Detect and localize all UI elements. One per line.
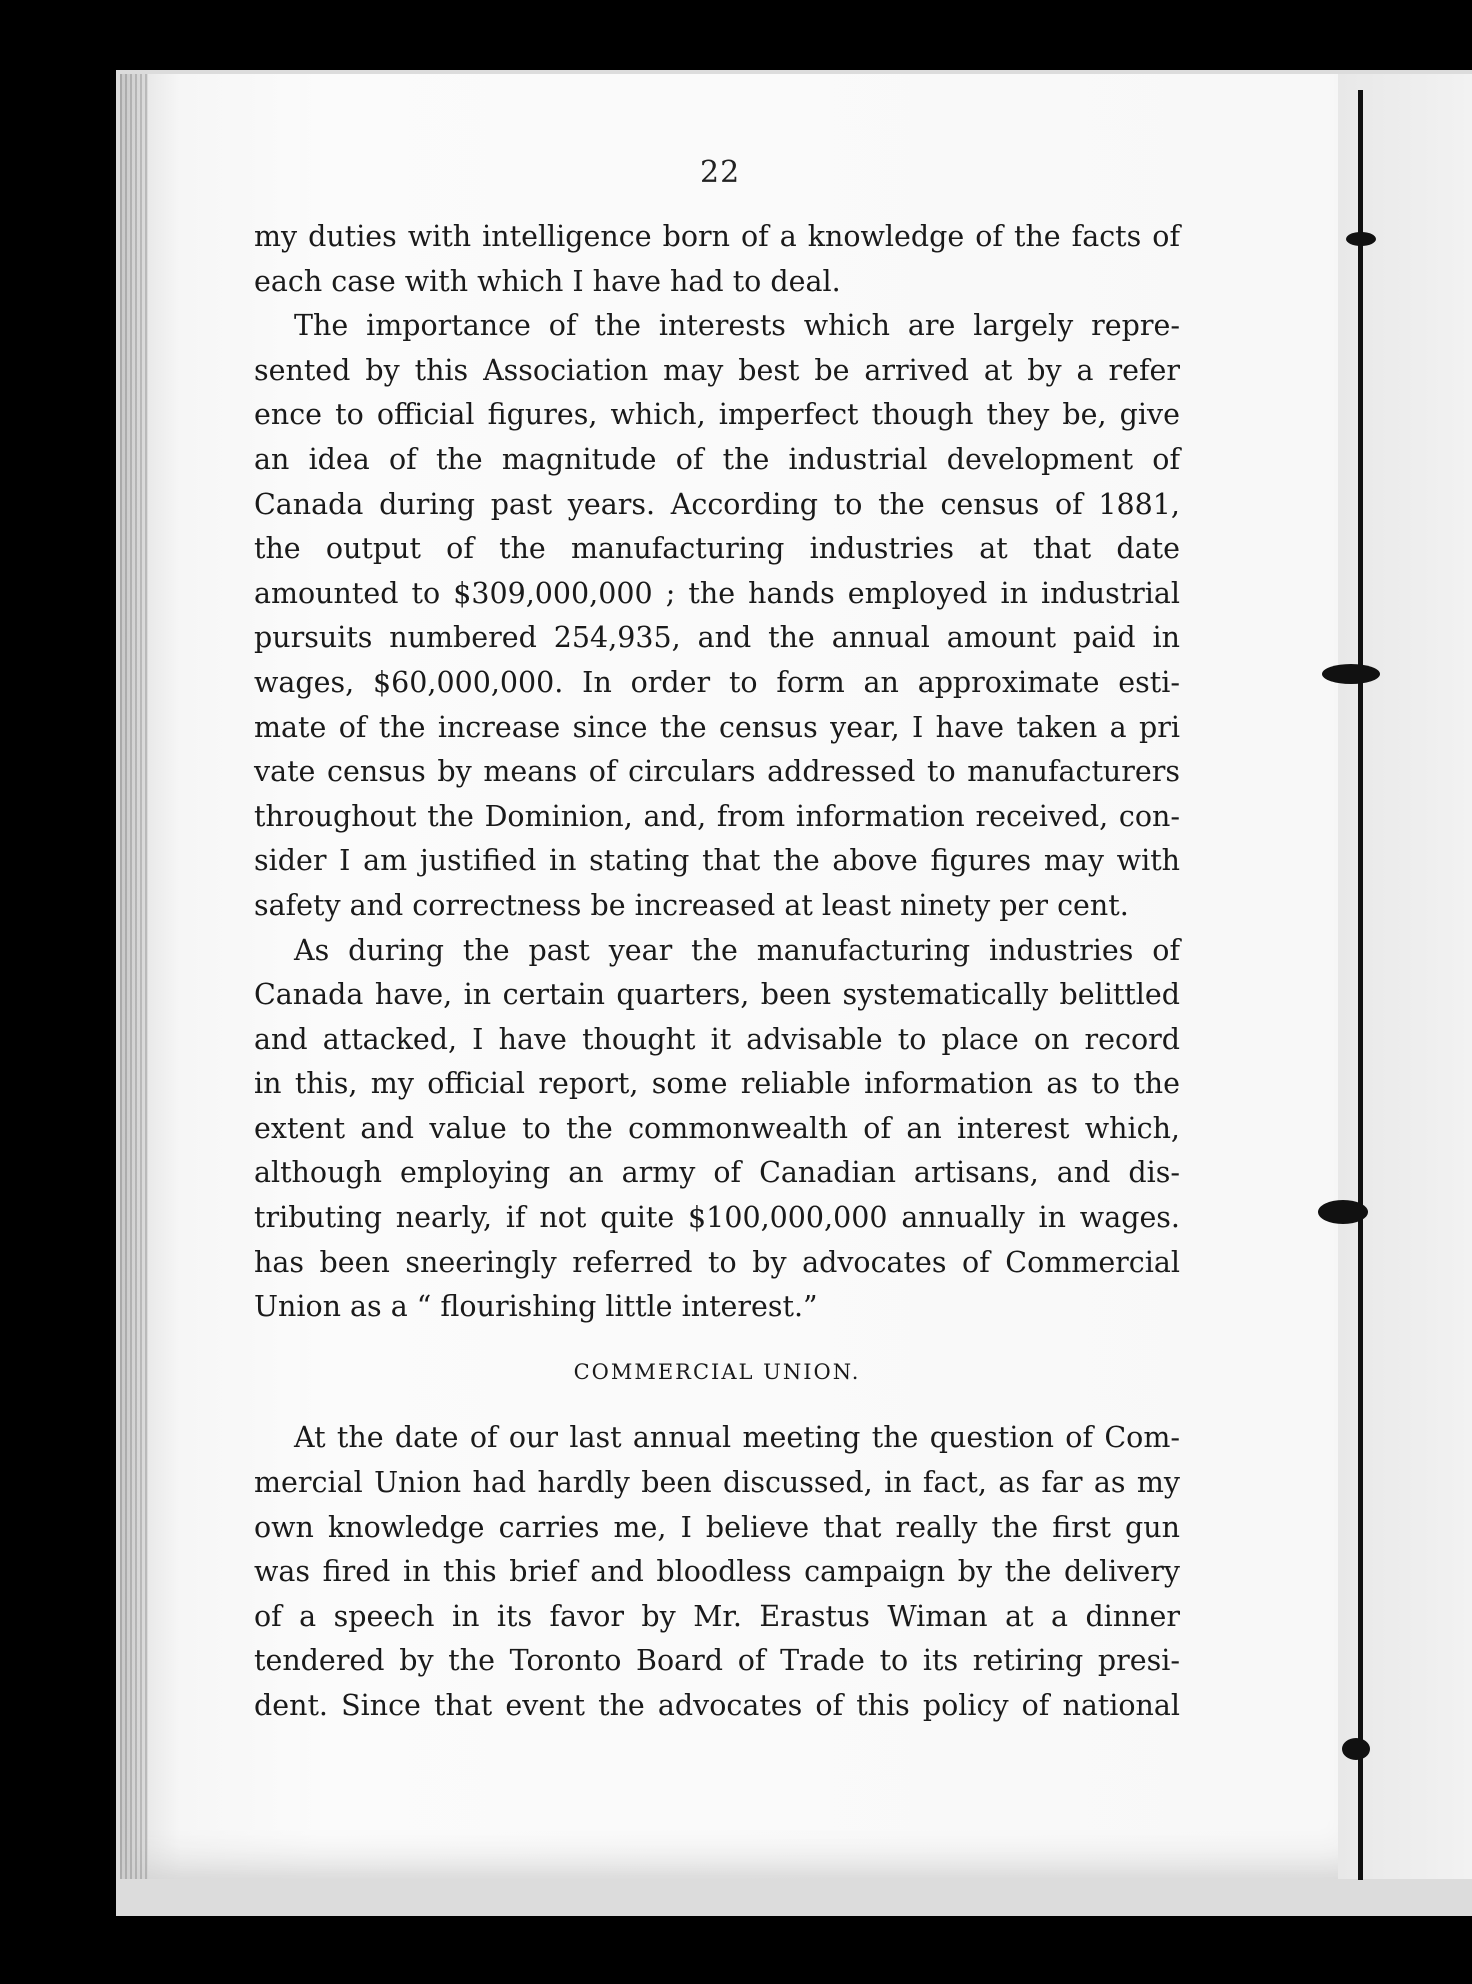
ink-blot: [1346, 232, 1376, 246]
ink-blot: [1318, 1200, 1368, 1224]
text-line: has been sneeringly referred to by advocates of Commercial: [254, 1245, 1180, 1279]
body-text: [254, 215, 1180, 1729]
text-line: each case with which I have had to deal.: [254, 264, 841, 298]
text-line: the output of the manufacturing industries at that date: [254, 532, 1180, 566]
text-line: The importance of the interests which are largely repre-: [294, 309, 1180, 343]
text-line: and attacked, I have thought it advisable to place on record: [254, 1022, 1180, 1056]
text-line: of a speech in its favor by Mr. Erastus Wiman at a dinner: [254, 1599, 1180, 1633]
text-line: throughout the Dominion, and, from information received, con-: [254, 799, 1180, 833]
text-line: was fired in this brief and bloodless campaign by the delivery: [254, 1555, 1180, 1589]
ink-blot: [1322, 664, 1380, 684]
text-line: amounted to $309,000,000 ; the hands employed in industrial: [254, 576, 1180, 610]
binding-edge: [120, 74, 148, 1879]
text-line: an idea of the magnitude of the industrial development of: [254, 442, 1180, 476]
text-line: mercial Union had hardly been discussed, in fact, as far as my: [254, 1466, 1180, 1500]
text-line: although employing an army of Canadian artisans, and dis-: [254, 1156, 1180, 1190]
text-line: dent. Since that event the advocates of this policy of national: [254, 1689, 1180, 1722]
text-line: wages, $60,000,000. In order to form an approximate esti-: [254, 665, 1180, 699]
text-line: ence to official figures, which, imperfect though they be, give: [254, 398, 1180, 432]
text-line: sented by this Association may best be arrived at by a refer: [254, 353, 1180, 387]
text-line: As during the past year the manufacturing industries of: [294, 933, 1180, 967]
text-line: Canada during past years. According to the census of 1881,: [254, 487, 1180, 521]
text-line: own knowledge carries me, I believe that really the first gun: [254, 1510, 1180, 1544]
text-line: sider I am justified in stating that the above figures may with: [254, 844, 1180, 878]
ink-blot: [1342, 1738, 1370, 1760]
section-heading: COMMERCIAL UNION.: [573, 1359, 861, 1384]
text-line: safety and correctness be increased at least ninety per cent.: [254, 888, 1129, 922]
text-line: mate of the increase since the census year, I have taken a pri: [254, 710, 1180, 744]
text-line: tendered by the Toronto Board of Trade to its retiring presi-: [254, 1644, 1180, 1678]
text-line: tributing nearly, if not quite $100,000,000 annually in wages.: [254, 1201, 1180, 1235]
text-line: Canada have, in certain quarters, been systematically belittled: [254, 978, 1180, 1012]
text-line: vate census by means of circulars addressed to manufacturers: [254, 755, 1180, 789]
text-line: Union as a “ flourishing little interest.”: [254, 1290, 818, 1324]
text-line: extent and value to the commonwealth of an interest which,: [254, 1111, 1180, 1145]
text-line: pursuits numbered 254,935, and the annual amount paid in: [254, 621, 1180, 655]
text-line: in this, my official report, some reliable information as to the: [254, 1067, 1180, 1101]
margin-rule-line: [1358, 90, 1363, 1880]
text-line: At the date of our last annual meeting the question of Com-: [294, 1421, 1180, 1455]
page-number: 22: [700, 155, 741, 190]
text-line: my duties with intelligence born of a knowledge of the facts of: [254, 220, 1180, 253]
